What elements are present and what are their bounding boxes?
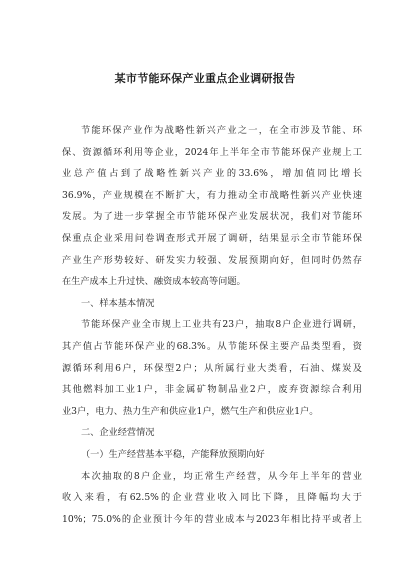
paragraph-line: 10%；75.0%的企业预计今年的营业成本与2023年相比持平或者上 — [62, 513, 362, 525]
paragraph-line: 节能环保产业全市规上工业共有23户，抽取8户企业进行调研， — [81, 319, 362, 331]
paragraph-line: 保、资源循环利用等企业，2024年上半年全市节能环保产业规上工 — [62, 146, 362, 158]
paragraph-line: 业3户，电力、热力生产和供应业1户，燃气生产和供应业1户。 — [62, 405, 319, 417]
paragraph-line: 本次抽取的8户企业，均正常生产经营，从今年上半年的营业 — [81, 470, 362, 482]
paragraph-line: 源循环利用6户，环保型2户；从所属行业大类看，石油、煤炭及 — [62, 362, 362, 374]
paragraph-line: 在生产成本上升过快、融资成本较高等问题。 — [62, 276, 246, 288]
document-body — [62, 120, 362, 530]
paragraph-line: 保重点企业采用问卷调查形式开展了调研，结果显示全市节能环保 — [62, 232, 362, 244]
paragraph-line: 收入来看，有62.5%的企业营业收入同比下降，且降幅均大于 — [62, 492, 362, 504]
paragraph-line: 其产值占节能环保产业的68.3%。从节能环保主要产品类型看，资 — [62, 340, 362, 352]
paragraph-line: 产业生产形势较好、研发实力较强、发展预期向好，但同时仍然存 — [62, 254, 362, 266]
paragraph-line: 发展。为了进一步掌握全市节能环保产业发展状况，我们对节能环 — [62, 211, 362, 223]
subsection-heading: （一）生产经营基本平稳，产能释放预期向好 — [81, 448, 265, 460]
paragraph-line: 业总产值占到了战略性新兴产业的33.6%，增加值同比增长 — [62, 168, 362, 180]
paragraph-line: 36.9%，产业规模在不断扩大，有力推动全市战略性新兴产业快速 — [62, 189, 362, 201]
paragraph-line: 其他燃料加工业1户，非金属矿物制品业2户，废弃资源综合利用 — [62, 384, 362, 396]
section-heading: 二、企业经营情况 — [81, 427, 155, 439]
section-heading: 一、样本基本情况 — [81, 297, 155, 309]
paragraph-line: 节能环保产业作为战略性新兴产业之一，在全市涉及节能、环 — [81, 125, 362, 136]
document-title: 某市节能环保产业重点企业调研报告 — [114, 72, 296, 85]
